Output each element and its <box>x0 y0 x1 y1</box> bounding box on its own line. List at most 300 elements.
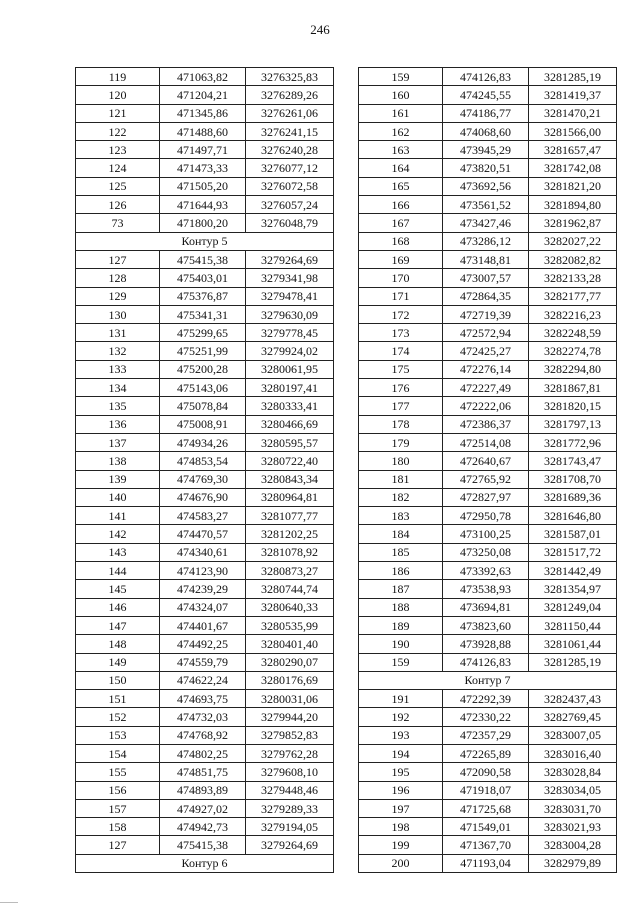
x-coordinate-cell: 471497,71 <box>160 141 246 159</box>
table-row <box>76 799 334 817</box>
table-row <box>359 525 617 543</box>
y-coordinate-cell: 3281354,97 <box>529 580 617 598</box>
x-coordinate-cell: 474768,92 <box>160 726 246 744</box>
table-row <box>76 196 334 214</box>
y-coordinate-cell: 3276048,79 <box>246 214 334 232</box>
x-coordinate-cell: 475251,99 <box>160 342 246 360</box>
table-row <box>359 580 617 598</box>
y-coordinate-cell: 3281077,77 <box>246 507 334 525</box>
x-coordinate-cell: 475143,06 <box>160 379 246 397</box>
x-coordinate-cell: 473427,46 <box>443 214 529 232</box>
table-row <box>76 177 334 195</box>
y-coordinate-cell: 3281517,72 <box>529 543 617 561</box>
point-number-cell: 127 <box>76 836 160 854</box>
x-coordinate-cell: 472357,29 <box>443 726 529 744</box>
point-number-cell: 181 <box>359 470 443 488</box>
x-coordinate-cell: 474068,60 <box>443 122 529 140</box>
x-coordinate-cell: 475299,65 <box>160 324 246 342</box>
x-coordinate-cell: 474470,57 <box>160 525 246 543</box>
y-coordinate-cell: 3282294,80 <box>529 360 617 378</box>
point-number-cell: 182 <box>359 488 443 506</box>
section-header-row <box>76 232 334 250</box>
table-row <box>76 415 334 433</box>
x-coordinate-cell: 474123,90 <box>160 562 246 580</box>
point-number-cell: 123 <box>76 141 160 159</box>
x-coordinate-cell: 474934,26 <box>160 433 246 451</box>
y-coordinate-cell: 3276057,24 <box>246 196 334 214</box>
table-row <box>76 379 334 397</box>
point-number-cell: 150 <box>76 671 160 689</box>
y-coordinate-cell: 3279264,69 <box>246 250 334 268</box>
point-number-cell: 159 <box>359 68 443 86</box>
y-coordinate-cell: 3280333,41 <box>246 397 334 415</box>
point-number-cell: 133 <box>76 360 160 378</box>
table-row <box>359 653 617 671</box>
point-number-cell: 131 <box>76 324 160 342</box>
y-coordinate-cell: 3276325,83 <box>246 68 334 86</box>
y-coordinate-cell: 3276289,26 <box>246 86 334 104</box>
point-number-cell: 191 <box>359 690 443 708</box>
point-number-cell: 142 <box>76 525 160 543</box>
table-row <box>359 818 617 836</box>
point-number-cell: 145 <box>76 580 160 598</box>
x-coordinate-cell: 472276,14 <box>443 360 529 378</box>
x-coordinate-cell: 474622,24 <box>160 671 246 689</box>
table-row <box>76 452 334 470</box>
y-coordinate-cell: 3279264,69 <box>246 836 334 854</box>
table-row <box>359 177 617 195</box>
y-coordinate-cell: 3279924,02 <box>246 342 334 360</box>
point-number-cell: 199 <box>359 836 443 854</box>
table-row <box>76 598 334 616</box>
y-coordinate-cell: 3280290,07 <box>246 653 334 671</box>
point-number-cell: 198 <box>359 818 443 836</box>
y-coordinate-cell: 3281202,25 <box>246 525 334 543</box>
point-number-cell: 169 <box>359 250 443 268</box>
table-row <box>359 324 617 342</box>
y-coordinate-cell: 3279478,41 <box>246 287 334 305</box>
point-number-cell: 158 <box>76 818 160 836</box>
table-row <box>359 415 617 433</box>
point-number-cell: 183 <box>359 507 443 525</box>
table-row <box>76 68 334 86</box>
x-coordinate-cell: 472572,94 <box>443 324 529 342</box>
coordinates-table-right <box>358 67 617 873</box>
y-coordinate-cell: 3282133,28 <box>529 269 617 287</box>
point-number-cell: 194 <box>359 744 443 762</box>
point-number-cell: 141 <box>76 507 160 525</box>
point-number-cell: 196 <box>359 781 443 799</box>
point-number-cell: 178 <box>359 415 443 433</box>
table-row <box>359 360 617 378</box>
point-number-cell: 149 <box>76 653 160 671</box>
point-number-cell: 134 <box>76 379 160 397</box>
table-row <box>76 287 334 305</box>
table-row <box>359 854 617 872</box>
x-coordinate-cell: 472827,97 <box>443 488 529 506</box>
table-row <box>359 397 617 415</box>
y-coordinate-cell: 3281867,81 <box>529 379 617 397</box>
x-coordinate-cell: 472265,89 <box>443 744 529 762</box>
point-number-cell: 172 <box>359 305 443 323</box>
point-number-cell: 187 <box>359 580 443 598</box>
table-row <box>76 470 334 488</box>
table-row <box>359 726 617 744</box>
y-coordinate-cell: 3280640,33 <box>246 598 334 616</box>
x-coordinate-cell: 471193,04 <box>443 854 529 872</box>
table-row <box>359 799 617 817</box>
point-number-cell: 124 <box>76 159 160 177</box>
section-title: Контур 7 <box>359 671 617 689</box>
y-coordinate-cell: 3283034,05 <box>529 781 617 799</box>
x-coordinate-cell: 474769,30 <box>160 470 246 488</box>
x-coordinate-cell: 471918,07 <box>443 781 529 799</box>
x-coordinate-cell: 474126,83 <box>443 653 529 671</box>
y-coordinate-cell: 3283031,70 <box>529 799 617 817</box>
point-number-cell: 135 <box>76 397 160 415</box>
x-coordinate-cell: 474492,25 <box>160 635 246 653</box>
y-coordinate-cell: 3280176,69 <box>246 671 334 689</box>
x-coordinate-cell: 473100,25 <box>443 525 529 543</box>
point-number-cell: 165 <box>359 177 443 195</box>
table-row <box>359 781 617 799</box>
y-coordinate-cell: 3281821,20 <box>529 177 617 195</box>
x-coordinate-cell: 472227,49 <box>443 379 529 397</box>
point-number-cell: 174 <box>359 342 443 360</box>
y-coordinate-cell: 3279630,09 <box>246 305 334 323</box>
x-coordinate-cell: 473392,63 <box>443 562 529 580</box>
y-coordinate-cell: 3281797,13 <box>529 415 617 433</box>
x-coordinate-cell: 472292,39 <box>443 690 529 708</box>
table-row <box>76 671 334 689</box>
point-number-cell: 177 <box>359 397 443 415</box>
x-coordinate-cell: 475403,01 <box>160 269 246 287</box>
point-number-cell: 184 <box>359 525 443 543</box>
x-coordinate-cell: 472950,78 <box>443 507 529 525</box>
y-coordinate-cell: 3281962,87 <box>529 214 617 232</box>
y-coordinate-cell: 3280873,27 <box>246 562 334 580</box>
table-row <box>76 269 334 287</box>
y-coordinate-cell: 3281689,36 <box>529 488 617 506</box>
table-row <box>359 598 617 616</box>
table-row <box>359 214 617 232</box>
y-coordinate-cell: 3279762,28 <box>246 744 334 762</box>
table-row <box>359 635 617 653</box>
table-row <box>76 690 334 708</box>
y-coordinate-cell: 3280061,95 <box>246 360 334 378</box>
y-coordinate-cell: 3282027,22 <box>529 232 617 250</box>
y-coordinate-cell: 3279194,05 <box>246 818 334 836</box>
y-coordinate-cell: 3280595,57 <box>246 433 334 451</box>
table-row <box>359 379 617 397</box>
x-coordinate-cell: 472640,67 <box>443 452 529 470</box>
y-coordinate-cell: 3280964,81 <box>246 488 334 506</box>
y-coordinate-cell: 3279852,83 <box>246 726 334 744</box>
point-number-cell: 119 <box>76 68 160 86</box>
point-number-cell: 168 <box>359 232 443 250</box>
y-coordinate-cell: 3283028,84 <box>529 763 617 781</box>
table-row <box>76 397 334 415</box>
y-coordinate-cell: 3281419,37 <box>529 86 617 104</box>
table-row <box>76 433 334 451</box>
table-row <box>359 690 617 708</box>
y-coordinate-cell: 3276077,12 <box>246 159 334 177</box>
x-coordinate-cell: 472222,06 <box>443 397 529 415</box>
x-coordinate-cell: 474324,07 <box>160 598 246 616</box>
x-coordinate-cell: 474851,75 <box>160 763 246 781</box>
table-row <box>76 86 334 104</box>
y-coordinate-cell: 3281442,49 <box>529 562 617 580</box>
x-coordinate-cell: 472765,92 <box>443 470 529 488</box>
y-coordinate-cell: 3281061,44 <box>529 635 617 653</box>
point-number-cell: 122 <box>76 122 160 140</box>
section-header-row <box>359 671 617 689</box>
point-number-cell: 185 <box>359 543 443 561</box>
x-coordinate-cell: 471367,70 <box>443 836 529 854</box>
x-coordinate-cell: 473538,93 <box>443 580 529 598</box>
x-coordinate-cell: 471345,86 <box>160 104 246 122</box>
coordinates-table-left <box>75 67 334 873</box>
table-row <box>359 836 617 854</box>
point-number-cell: 171 <box>359 287 443 305</box>
y-coordinate-cell: 3283016,40 <box>529 744 617 762</box>
table-row <box>76 836 334 854</box>
y-coordinate-cell: 3282769,45 <box>529 708 617 726</box>
table-row <box>76 122 334 140</box>
x-coordinate-cell: 474893,89 <box>160 781 246 799</box>
point-number-cell: 192 <box>359 708 443 726</box>
x-coordinate-cell: 471505,20 <box>160 177 246 195</box>
point-number-cell: 163 <box>359 141 443 159</box>
x-coordinate-cell: 471063,82 <box>160 68 246 86</box>
table-row <box>76 562 334 580</box>
y-coordinate-cell: 3281743,47 <box>529 452 617 470</box>
table-row <box>76 488 334 506</box>
table-row <box>359 104 617 122</box>
y-coordinate-cell: 3281078,92 <box>246 543 334 561</box>
point-number-cell: 144 <box>76 562 160 580</box>
y-coordinate-cell: 3279944,20 <box>246 708 334 726</box>
table-row <box>76 616 334 634</box>
point-number-cell: 139 <box>76 470 160 488</box>
point-number-cell: 127 <box>76 250 160 268</box>
point-number-cell: 73 <box>76 214 160 232</box>
y-coordinate-cell: 3279341,98 <box>246 269 334 287</box>
x-coordinate-cell: 474186,77 <box>443 104 529 122</box>
y-coordinate-cell: 3283004,28 <box>529 836 617 854</box>
point-number-cell: 140 <box>76 488 160 506</box>
y-coordinate-cell: 3282437,43 <box>529 690 617 708</box>
x-coordinate-cell: 473820,51 <box>443 159 529 177</box>
y-coordinate-cell: 3281820,15 <box>529 397 617 415</box>
x-coordinate-cell: 471549,01 <box>443 818 529 836</box>
table-row <box>359 452 617 470</box>
point-number-cell: 148 <box>76 635 160 653</box>
y-coordinate-cell: 3276241,15 <box>246 122 334 140</box>
y-coordinate-cell: 3282216,23 <box>529 305 617 323</box>
table-row <box>76 543 334 561</box>
point-number-cell: 120 <box>76 86 160 104</box>
point-number-cell: 162 <box>359 122 443 140</box>
y-coordinate-cell: 3280722,40 <box>246 452 334 470</box>
x-coordinate-cell: 472719,39 <box>443 305 529 323</box>
section-title: Контур 6 <box>76 854 334 872</box>
point-number-cell: 129 <box>76 287 160 305</box>
y-coordinate-cell: 3279289,33 <box>246 799 334 817</box>
point-number-cell: 155 <box>76 763 160 781</box>
point-number-cell: 173 <box>359 324 443 342</box>
table-row <box>359 196 617 214</box>
section-header-row <box>76 854 334 872</box>
table-row <box>359 141 617 159</box>
table-row <box>359 287 617 305</box>
table-row <box>359 68 617 86</box>
x-coordinate-cell: 472090,58 <box>443 763 529 781</box>
point-number-cell: 200 <box>359 854 443 872</box>
y-coordinate-cell: 3281708,70 <box>529 470 617 488</box>
x-coordinate-cell: 473286,12 <box>443 232 529 250</box>
table-row <box>76 744 334 762</box>
table-row <box>359 159 617 177</box>
x-coordinate-cell: 471473,33 <box>160 159 246 177</box>
table-row <box>359 763 617 781</box>
table-row <box>76 708 334 726</box>
y-coordinate-cell: 3279448,46 <box>246 781 334 799</box>
point-number-cell: 153 <box>76 726 160 744</box>
x-coordinate-cell: 473007,57 <box>443 269 529 287</box>
x-coordinate-cell: 474927,02 <box>160 799 246 817</box>
x-coordinate-cell: 474239,29 <box>160 580 246 598</box>
y-coordinate-cell: 3283021,93 <box>529 818 617 836</box>
x-coordinate-cell: 472425,27 <box>443 342 529 360</box>
page-number: 246 <box>310 22 330 37</box>
y-coordinate-cell: 3280466,69 <box>246 415 334 433</box>
y-coordinate-cell: 3276240,28 <box>246 141 334 159</box>
point-number-cell: 147 <box>76 616 160 634</box>
table-row <box>359 616 617 634</box>
point-number-cell: 132 <box>76 342 160 360</box>
table-row <box>359 86 617 104</box>
x-coordinate-cell: 475008,91 <box>160 415 246 433</box>
table-row <box>359 269 617 287</box>
y-coordinate-cell: 3282177,77 <box>529 287 617 305</box>
x-coordinate-cell: 474126,83 <box>443 68 529 86</box>
x-coordinate-cell: 473945,29 <box>443 141 529 159</box>
table-row <box>359 708 617 726</box>
point-number-cell: 170 <box>359 269 443 287</box>
point-number-cell: 180 <box>359 452 443 470</box>
x-coordinate-cell: 475200,28 <box>160 360 246 378</box>
point-number-cell: 189 <box>359 616 443 634</box>
y-coordinate-cell: 3281894,80 <box>529 196 617 214</box>
y-coordinate-cell: 3280535,99 <box>246 616 334 634</box>
table-row <box>359 470 617 488</box>
point-number-cell: 138 <box>76 452 160 470</box>
y-coordinate-cell: 3281657,47 <box>529 141 617 159</box>
x-coordinate-cell: 473694,81 <box>443 598 529 616</box>
y-coordinate-cell: 3279608,10 <box>246 763 334 781</box>
point-number-cell: 175 <box>359 360 443 378</box>
x-coordinate-cell: 474802,25 <box>160 744 246 762</box>
x-coordinate-cell: 474583,27 <box>160 507 246 525</box>
y-coordinate-cell: 3281587,01 <box>529 525 617 543</box>
y-coordinate-cell: 3281566,00 <box>529 122 617 140</box>
y-coordinate-cell: 3279778,45 <box>246 324 334 342</box>
x-coordinate-cell: 473823,60 <box>443 616 529 634</box>
y-coordinate-cell: 3283007,05 <box>529 726 617 744</box>
y-coordinate-cell: 3280744,74 <box>246 580 334 598</box>
x-coordinate-cell: 475078,84 <box>160 397 246 415</box>
x-coordinate-cell: 472864,35 <box>443 287 529 305</box>
x-coordinate-cell: 472514,08 <box>443 433 529 451</box>
point-number-cell: 179 <box>359 433 443 451</box>
table-row <box>76 159 334 177</box>
point-number-cell: 156 <box>76 781 160 799</box>
table-row <box>359 507 617 525</box>
table-row <box>76 324 334 342</box>
x-coordinate-cell: 473250,08 <box>443 543 529 561</box>
y-coordinate-cell: 3276072,58 <box>246 177 334 195</box>
table-row <box>76 635 334 653</box>
y-coordinate-cell: 3281249,04 <box>529 598 617 616</box>
y-coordinate-cell: 3280401,40 <box>246 635 334 653</box>
point-number-cell: 125 <box>76 177 160 195</box>
x-coordinate-cell: 474676,90 <box>160 488 246 506</box>
point-number-cell: 152 <box>76 708 160 726</box>
point-number-cell: 164 <box>359 159 443 177</box>
point-number-cell: 121 <box>76 104 160 122</box>
x-coordinate-cell: 471644,93 <box>160 196 246 214</box>
table-row <box>359 232 617 250</box>
x-coordinate-cell: 472330,22 <box>443 708 529 726</box>
point-number-cell: 186 <box>359 562 443 580</box>
y-coordinate-cell: 3281772,96 <box>529 433 617 451</box>
y-coordinate-cell: 3282248,59 <box>529 324 617 342</box>
table-row <box>76 818 334 836</box>
point-number-cell: 137 <box>76 433 160 451</box>
point-number-cell: 130 <box>76 305 160 323</box>
table-row <box>76 305 334 323</box>
table-row <box>76 525 334 543</box>
table-row <box>76 141 334 159</box>
x-coordinate-cell: 474245,55 <box>443 86 529 104</box>
point-number-cell: 195 <box>359 763 443 781</box>
table-row <box>359 543 617 561</box>
x-coordinate-cell: 474559,79 <box>160 653 246 671</box>
x-coordinate-cell: 474732,03 <box>160 708 246 726</box>
x-coordinate-cell: 471725,68 <box>443 799 529 817</box>
x-coordinate-cell: 472386,37 <box>443 415 529 433</box>
table-row <box>359 250 617 268</box>
table-row <box>359 305 617 323</box>
table-row <box>76 342 334 360</box>
table-row <box>76 250 334 268</box>
point-number-cell: 176 <box>359 379 443 397</box>
x-coordinate-cell: 474340,61 <box>160 543 246 561</box>
table-row <box>76 653 334 671</box>
section-title: Контур 5 <box>76 232 334 250</box>
point-number-cell: 151 <box>76 690 160 708</box>
point-number-cell: 143 <box>76 543 160 561</box>
point-number-cell: 161 <box>359 104 443 122</box>
point-number-cell: 166 <box>359 196 443 214</box>
table-row <box>76 104 334 122</box>
y-coordinate-cell: 3280197,41 <box>246 379 334 397</box>
point-number-cell: 159 <box>359 653 443 671</box>
x-coordinate-cell: 473148,81 <box>443 250 529 268</box>
table-row <box>359 562 617 580</box>
x-coordinate-cell: 474853,54 <box>160 452 246 470</box>
